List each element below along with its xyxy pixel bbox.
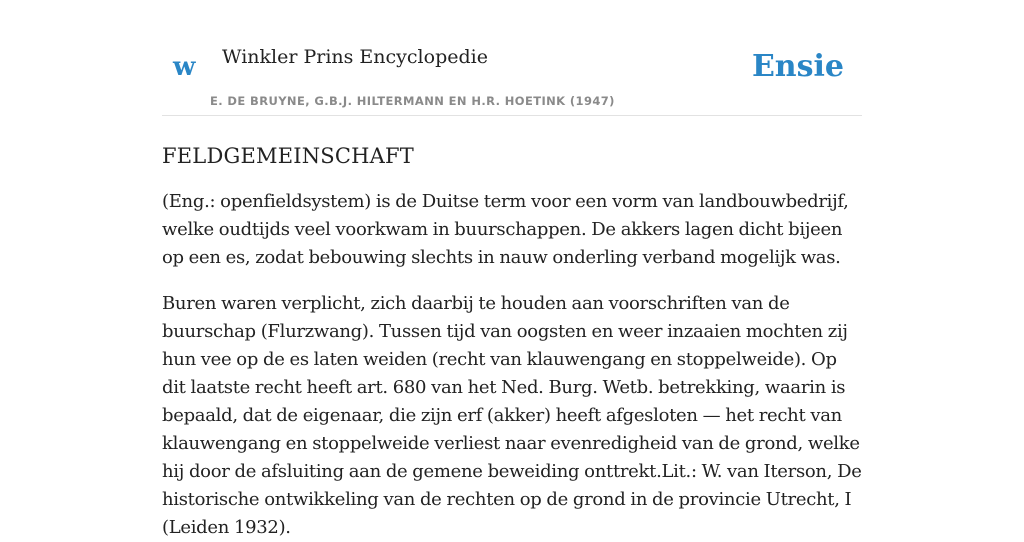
entry-title: FELDGEMEINSCHAFT xyxy=(162,144,415,168)
authors-line: E. DE BRUYNE, G.B.J. HILTERMANN EN H.R. HOETINK (1947) xyxy=(210,94,615,108)
work-title[interactable]: Winkler Prins Encyclopedie xyxy=(222,46,488,68)
header xyxy=(162,0,862,116)
entry-paragraph: (Eng.: openfieldsystem) is de Duitse term voor een vorm van landbouwbedrijf, welke oudtijds veel voorkwam in buurschappen. De akkers lagen dicht bijeen op een es, zodat bebouwing slechts in nauw onderling verband mogelijk was. xyxy=(162,191,849,269)
page xyxy=(162,0,862,542)
brand-logo[interactable]: Ensie xyxy=(751,49,844,84)
publication-logo[interactable]: w xyxy=(173,52,196,82)
entry-paragraph: Buren waren verplicht, zich daarbij te houden aan voorschriften van de buurschap (Flurzwang). Tussen tijd van oogsten en weer inzaaien mochten zij hun vee op de es laten weiden (recht van klauwengang en stoppelweide). Op dit laatste recht heeft art. 680 van het Ned. Burg. Wetb. betrekking, waarin is bepaald, dat de eigenaar, die zijn erf (akker) heeft afgesloten — het recht van klauwengang en stoppelweide verliest naar evenredigheid van de grond, welke hij door de afsluiting aan de gemene beweiding onttrekt.Lit.: W. van Iterson, De historische ontwikkeling van de rechten op de grond in de provincie Utrecht, I (Leiden 1932). xyxy=(162,293,862,539)
